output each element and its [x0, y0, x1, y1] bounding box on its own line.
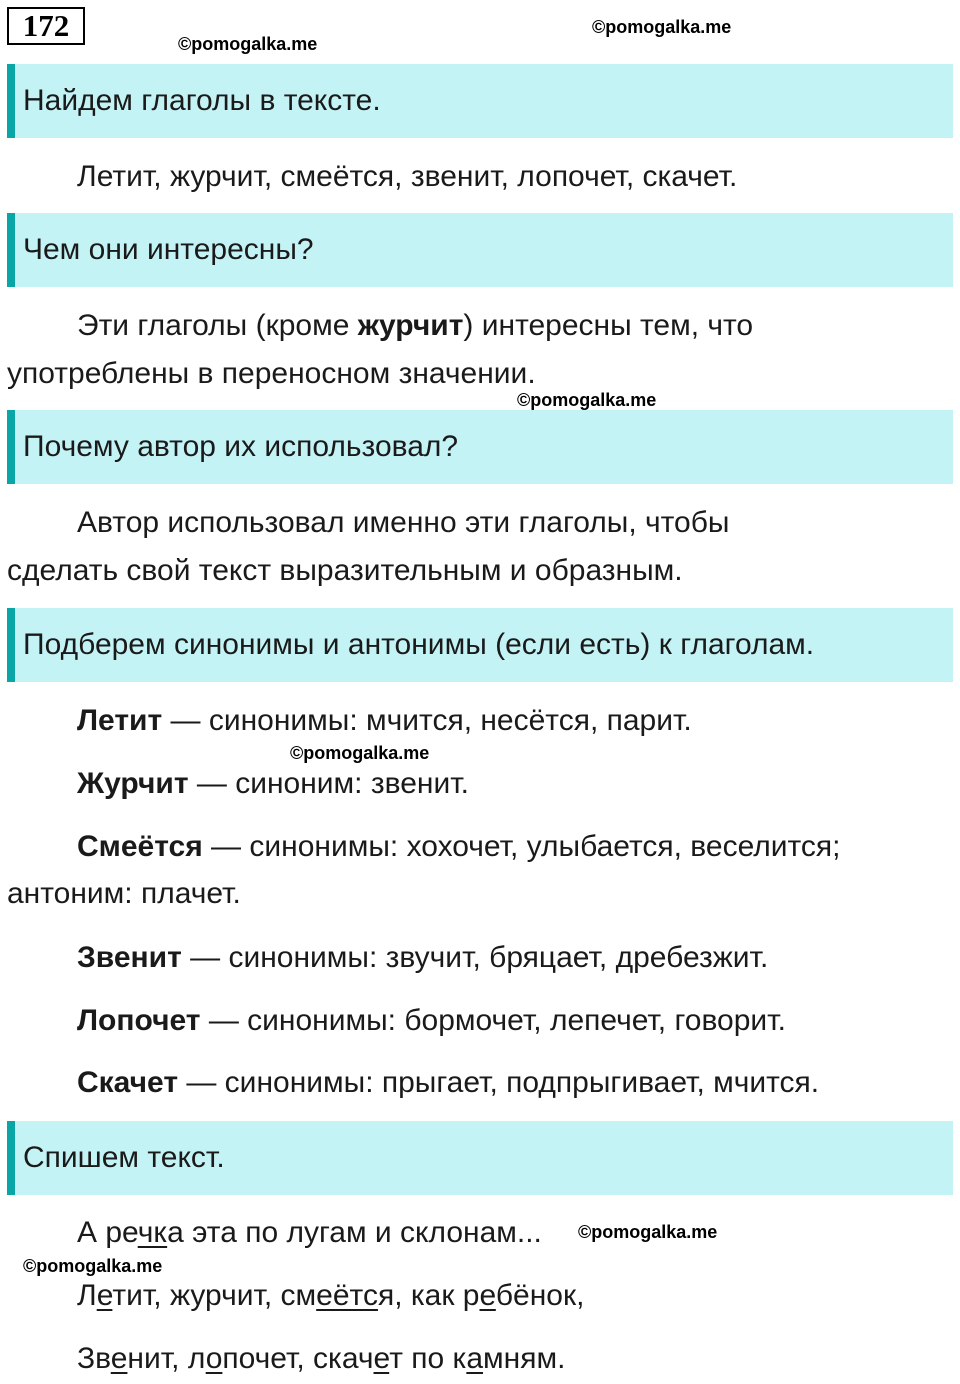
poem-line: Звенит, лопочет, скачет по камням.	[77, 1342, 566, 1375]
synonym-line: антоним: плачет.	[7, 877, 241, 910]
synonym-line: Журчит — синоним: звенит.	[77, 767, 469, 800]
section-heading: Найдем глаголы в тексте.	[7, 64, 953, 138]
poem-line: А речка эта по лугам и склонам...	[77, 1216, 542, 1249]
answer-text: Автор использовал именно эти глаголы, чтобы	[77, 506, 730, 539]
task-number: 172	[7, 7, 85, 45]
poem-line: Летит, журчит, смеётся, как ребёнок,	[77, 1279, 585, 1312]
answer-text: сделать свой текст выразительным и образным.	[7, 554, 683, 587]
watermark: ©pomogalka.me	[578, 1222, 718, 1242]
section-heading: Спишем текст.	[7, 1121, 953, 1195]
answer-text: Эти глаголы (кроме журчит) интересны тем, что	[77, 309, 754, 342]
watermark: ©pomogalka.me	[178, 34, 318, 54]
answer-text: употреблены в переносном значении.	[7, 357, 536, 390]
section-heading: Подберем синонимы и антонимы (если есть) к глаголам.	[7, 608, 953, 682]
synonym-line: Звенит — синонимы: звучит, бряцает, дребезжит.	[77, 941, 769, 974]
watermark: ©pomogalka.me	[23, 1256, 163, 1276]
section-heading: Почему автор их использовал?	[7, 410, 953, 484]
watermark: ©pomogalka.me	[290, 743, 430, 763]
synonym-line: Лопочет — синонимы: бормочет, лепечет, говорит.	[77, 1004, 786, 1037]
synonym-line: Скачет — синонимы: прыгает, подпрыгивает, мчится.	[77, 1066, 820, 1099]
watermark: ©pomogalka.me	[592, 17, 732, 37]
answer-text: Летит, журчит, смеётся, звенит, лопочет, скачет.	[77, 160, 738, 193]
synonym-line: Летит — синонимы: мчится, несётся, парит.	[77, 704, 692, 737]
bold-word: журчит	[357, 309, 464, 342]
section-heading: Чем они интересны?	[7, 213, 953, 287]
watermark: ©pomogalka.me	[517, 390, 657, 410]
synonym-line: Смеётся — синонимы: хохочет, улыбается, веселится;	[77, 830, 841, 863]
